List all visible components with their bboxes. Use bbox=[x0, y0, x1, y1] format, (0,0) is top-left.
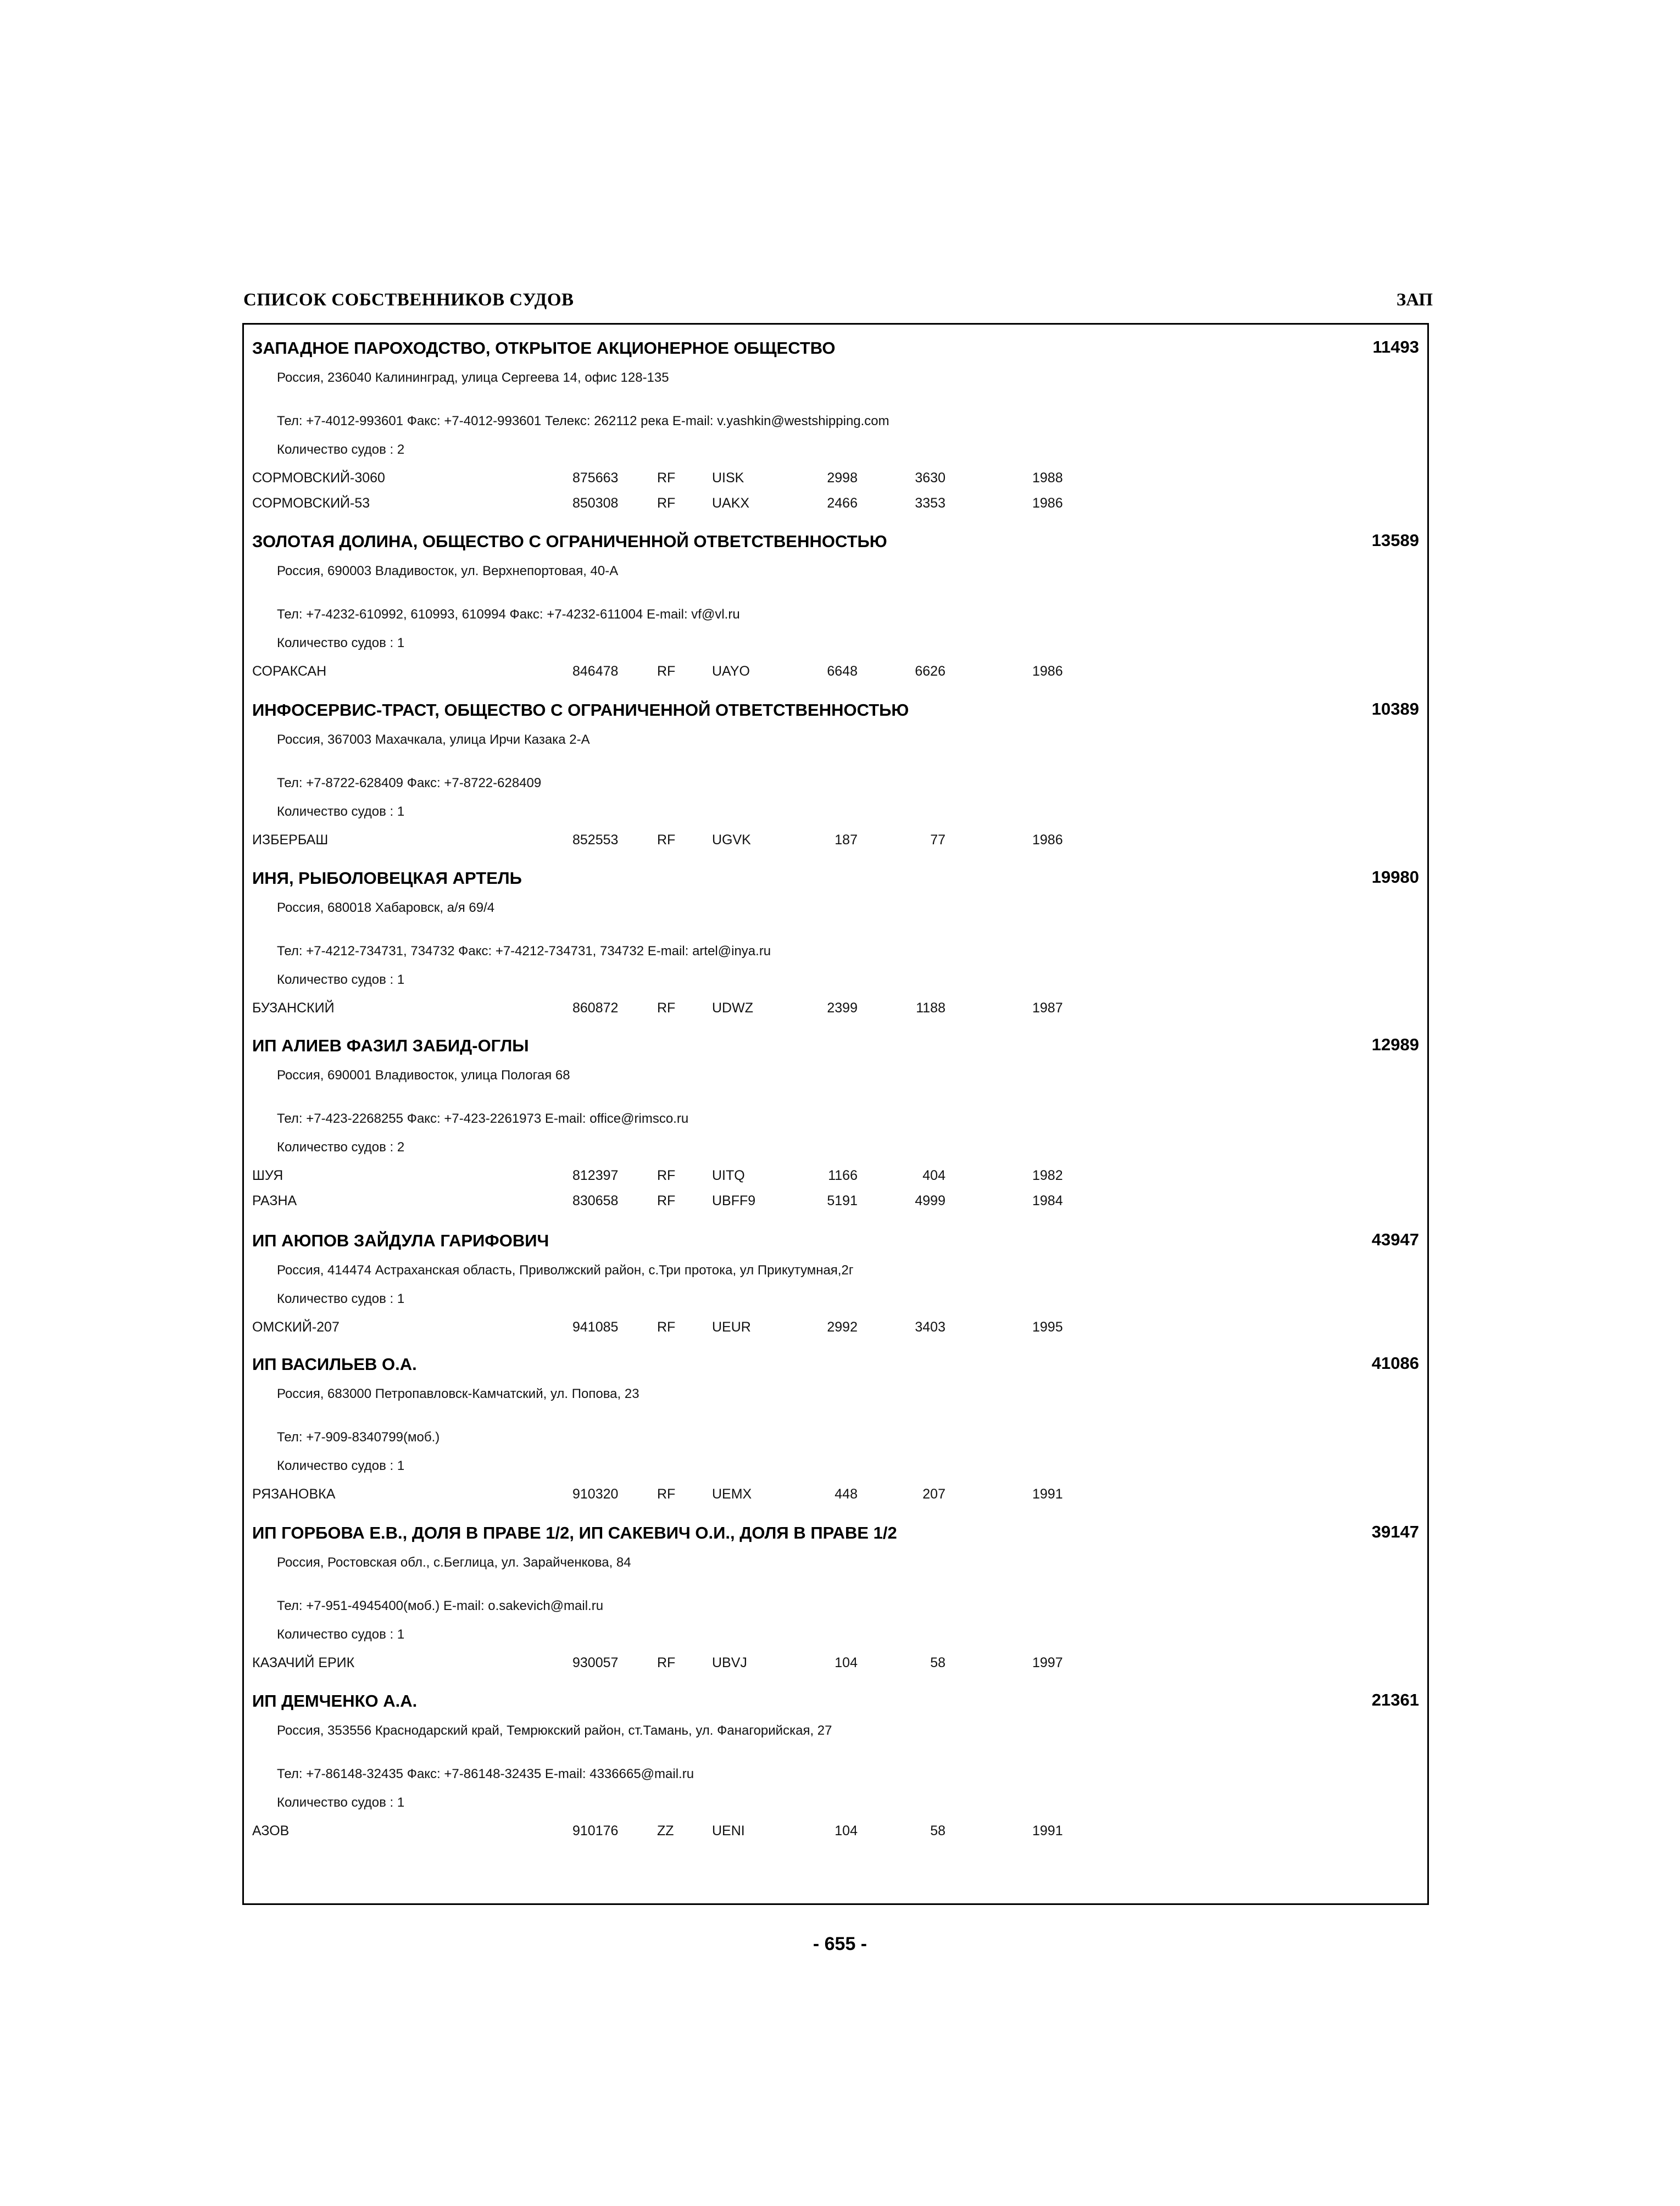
vessel-call-sign: UBVJ bbox=[712, 1655, 747, 1670]
vessel-deadweight: 6626 bbox=[915, 664, 945, 679]
vessel-name: ШУЯ bbox=[252, 1168, 283, 1183]
vessel-name: КАЗАЧИЙ ЕРИК bbox=[252, 1655, 355, 1670]
owner-contacts: Тел: +7-423-2268255 Факс: +7-423-2261973 E-mail: office@rimsco.ru bbox=[277, 1111, 689, 1126]
owner-contacts: Тел: +7-951-4945400(моб.) E-mail: o.sakevich@mail.ru bbox=[277, 1598, 604, 1613]
vessel-flag: ZZ bbox=[657, 1823, 674, 1839]
vessel-gross-tonnage: 1166 bbox=[828, 1168, 858, 1183]
page-number: - 655 - bbox=[813, 1934, 867, 1954]
owner-address: Россия, 367003 Махачкала, улица Ирчи Казака 2-А bbox=[277, 732, 590, 747]
vessel-flag: RF bbox=[657, 1655, 676, 1670]
vessel-row bbox=[244, 1168, 1427, 1184]
vessel-count: Количество судов : 2 bbox=[277, 1140, 405, 1155]
vessel-deadweight: 3630 bbox=[915, 470, 945, 486]
vessel-flag: RF bbox=[657, 1193, 676, 1208]
owner-id: 12989 bbox=[1371, 1035, 1419, 1054]
vessel-name: БУЗАНСКИЙ bbox=[252, 1000, 335, 1016]
vessel-build-year: 1982 bbox=[1032, 1168, 1063, 1183]
owner-address: Россия, Ростовская обл., с.Беглица, ул. Зарайченкова, 84 bbox=[277, 1555, 631, 1570]
owner-id: 19980 bbox=[1371, 867, 1419, 887]
vessel-row bbox=[244, 495, 1427, 512]
owner-name: ИП ГОРБОВА Е.В., ДОЛЯ В ПРАВЕ 1/2, ИП САКЕВИЧ О.И., ДОЛЯ В ПРАВЕ 1/2 bbox=[252, 1523, 897, 1542]
vessel-deadweight: 404 bbox=[922, 1168, 945, 1183]
vessel-call-sign: UDWZ bbox=[712, 1000, 753, 1016]
vessel-deadweight: 58 bbox=[930, 1655, 945, 1670]
vessel-number: 910176 bbox=[572, 1823, 619, 1839]
vessel-deadweight: 77 bbox=[930, 832, 945, 848]
vessel-call-sign: UAYO bbox=[712, 664, 750, 679]
vessel-build-year: 1997 bbox=[1032, 1655, 1063, 1670]
owner-id: 10389 bbox=[1371, 699, 1419, 718]
owner-name: ИНЯ, РЫБОЛОВЕЦКАЯ АРТЕЛЬ bbox=[252, 868, 522, 888]
owner-id: 39147 bbox=[1371, 1522, 1419, 1541]
vessel-flag: RF bbox=[657, 1000, 676, 1016]
vessel-count: Количество судов : 1 bbox=[277, 636, 405, 650]
vessel-build-year: 1988 bbox=[1032, 470, 1063, 486]
vessel-deadweight: 4999 bbox=[915, 1193, 945, 1208]
vessel-build-year: 1986 bbox=[1032, 495, 1063, 511]
page-header bbox=[243, 290, 1433, 314]
vessel-gross-tonnage: 187 bbox=[835, 832, 858, 848]
vessel-name: РЯЗАНОВКА bbox=[252, 1486, 336, 1502]
vessel-row bbox=[244, 664, 1427, 680]
vessel-flag: RF bbox=[657, 832, 676, 848]
vessel-gross-tonnage: 104 bbox=[835, 1655, 858, 1670]
vessel-call-sign: UEMX bbox=[712, 1486, 752, 1502]
vessel-call-sign: UITQ bbox=[712, 1168, 745, 1183]
owner-address: Россия, 683000 Петропавловск-Камчатский, ул. Попова, 23 bbox=[277, 1386, 639, 1401]
vessel-gross-tonnage: 2992 bbox=[827, 1319, 858, 1335]
owner-name: ИП ДЕМЧЕНКО А.А. bbox=[252, 1691, 418, 1711]
vessel-number: 850308 bbox=[572, 495, 619, 511]
vessel-number: 860872 bbox=[572, 1000, 619, 1016]
vessel-name: РАЗНА bbox=[252, 1193, 297, 1208]
owner-name: ИП ВАСИЛЬЕВ О.А. bbox=[252, 1355, 417, 1374]
vessel-name: СОРМОВСКИЙ-3060 bbox=[252, 470, 385, 486]
vessel-build-year: 1991 bbox=[1032, 1486, 1063, 1502]
vessel-flag: RF bbox=[657, 495, 676, 511]
vessel-call-sign: UAKX bbox=[712, 495, 750, 511]
vessel-build-year: 1987 bbox=[1032, 1000, 1063, 1016]
document-title: СПИСОК СОБСТВЕННИКОВ СУДОВ bbox=[243, 290, 574, 310]
vessel-name: АЗОВ bbox=[252, 1823, 290, 1839]
vessel-flag: RF bbox=[657, 1319, 676, 1335]
vessel-deadweight: 207 bbox=[922, 1486, 945, 1502]
vessel-number: 875663 bbox=[572, 470, 619, 486]
owner-name: ЗОЛОТАЯ ДОЛИНА, ОБЩЕСТВО С ОГРАНИЧЕННОЙ ОТВЕТСТВЕННОСТЬЮ bbox=[252, 532, 887, 551]
vessel-row bbox=[244, 1655, 1427, 1672]
vessel-count: Количество судов : 1 bbox=[277, 972, 405, 987]
vessel-name: СОРМОВСКИЙ-53 bbox=[252, 495, 370, 511]
vessel-number: 941085 bbox=[572, 1319, 619, 1335]
owner-id: 13589 bbox=[1371, 531, 1419, 550]
vessel-row bbox=[244, 470, 1427, 487]
owner-address: Россия, 236040 Калининград, улица Сергеева 14, офис 128-135 bbox=[277, 370, 669, 385]
owner-contacts: Тел: +7-86148-32435 Факс: +7-86148-32435 E-mail: 4336665@mail.ru bbox=[277, 1767, 694, 1781]
vessel-call-sign: UGVK bbox=[712, 832, 751, 848]
owner-address: Россия, 690003 Владивосток, ул. Верхнепортовая, 40-А bbox=[277, 564, 619, 578]
vessel-name: ИЗБЕРБАШ bbox=[252, 832, 329, 848]
vessel-gross-tonnage: 6648 bbox=[827, 664, 858, 679]
vessel-call-sign: UEUR bbox=[712, 1319, 751, 1335]
vessel-gross-tonnage: 5191 bbox=[827, 1193, 858, 1208]
vessel-deadweight: 58 bbox=[930, 1823, 945, 1839]
vessel-flag: RF bbox=[657, 1486, 676, 1502]
vessel-build-year: 1986 bbox=[1032, 832, 1063, 848]
vessel-count: Количество судов : 1 bbox=[277, 1795, 405, 1810]
vessel-flag: RF bbox=[657, 470, 676, 486]
vessel-build-year: 1995 bbox=[1032, 1319, 1063, 1335]
owner-id: 21361 bbox=[1371, 1690, 1419, 1709]
vessel-number: 846478 bbox=[572, 664, 619, 679]
owner-id: 43947 bbox=[1371, 1230, 1419, 1249]
vessel-row bbox=[244, 1823, 1427, 1840]
vessel-name: СОРАКСАН bbox=[252, 664, 327, 679]
vessel-number: 852553 bbox=[572, 832, 619, 848]
vessel-call-sign: UBFF9 bbox=[712, 1193, 756, 1208]
section-code: ЗАП bbox=[1396, 290, 1433, 310]
owner-name: ИНФОСЕРВИС-ТРАСТ, ОБЩЕСТВО С ОГРАНИЧЕННОЙ ОТВЕТСТВЕННОСТЬЮ bbox=[252, 700, 909, 720]
owner-contacts: Тел: +7-4012-993601 Факс: +7-4012-993601 Телекс: 262112 река E-mail: v.yashkin@westshipping.com bbox=[277, 414, 889, 428]
owners-list-frame bbox=[242, 323, 1429, 1905]
vessel-count: Количество судов : 1 bbox=[277, 1291, 405, 1306]
vessel-deadweight: 3403 bbox=[915, 1319, 945, 1335]
vessel-deadweight: 3353 bbox=[915, 495, 945, 511]
owner-name: ИП АЛИЕВ ФАЗИЛ ЗАБИД-ОГЛЫ bbox=[252, 1036, 529, 1055]
vessel-number: 910320 bbox=[572, 1486, 619, 1502]
vessel-number: 930057 bbox=[572, 1655, 619, 1670]
owner-contacts: Тел: +7-8722-628409 Факс: +7-8722-628409 bbox=[277, 776, 542, 790]
owner-name: ЗАПАДНОЕ ПАРОХОДСТВО, ОТКРЫТОЕ АКЦИОНЕРНОЕ ОБЩЕСТВО bbox=[252, 338, 836, 358]
owner-address: Россия, 690001 Владивосток, улица Пологая 68 bbox=[277, 1068, 570, 1083]
vessel-row bbox=[244, 1319, 1427, 1336]
owner-address: Россия, 353556 Краснодарский край, Темрюкский район, ст.Тамань, ул. Фанагорийская, 27 bbox=[277, 1723, 832, 1738]
owner-id: 11493 bbox=[1372, 337, 1419, 356]
owner-address: Россия, 680018 Хабаровск, а/я 69/4 bbox=[277, 900, 495, 915]
vessel-gross-tonnage: 2998 bbox=[827, 470, 858, 486]
vessel-row bbox=[244, 1193, 1427, 1210]
vessel-count: Количество судов : 1 bbox=[277, 804, 405, 819]
vessel-gross-tonnage: 2399 bbox=[827, 1000, 858, 1016]
vessel-build-year: 1984 bbox=[1032, 1193, 1063, 1208]
vessel-deadweight: 1188 bbox=[916, 1000, 945, 1016]
vessel-gross-tonnage: 104 bbox=[835, 1823, 858, 1839]
owner-contacts: Тел: +7-909-8340799(моб.) bbox=[277, 1430, 440, 1445]
vessel-gross-tonnage: 2466 bbox=[827, 495, 858, 511]
owner-contacts: Тел: +7-4232-610992, 610993, 610994 Факс: +7-4232-611004 E-mail: vf@vl.ru bbox=[277, 607, 740, 622]
owner-id: 41086 bbox=[1371, 1353, 1419, 1373]
owner-name: ИП АЮПОВ ЗАЙДУЛА ГАРИФОВИЧ bbox=[252, 1231, 549, 1250]
vessel-row bbox=[244, 1000, 1427, 1017]
owner-contacts: Тел: +7-4212-734731, 734732 Факс: +7-4212-734731, 734732 E-mail: artel@inya.ru bbox=[277, 944, 771, 959]
vessel-build-year: 1991 bbox=[1032, 1823, 1063, 1839]
owner-address: Россия, 414474 Астраханская область, Приволжский район, с.Три протока, ул Прикутумная,2г bbox=[277, 1263, 854, 1278]
vessel-name: ОМСКИЙ-207 bbox=[252, 1319, 340, 1335]
vessel-flag: RF bbox=[657, 1168, 676, 1183]
vessel-call-sign: UENI bbox=[712, 1823, 745, 1839]
vessel-count: Количество судов : 1 bbox=[277, 1458, 405, 1473]
vessel-count: Количество судов : 2 bbox=[277, 442, 405, 457]
vessel-row bbox=[244, 832, 1427, 849]
vessel-number: 830658 bbox=[572, 1193, 619, 1208]
vessel-call-sign: UISK bbox=[712, 470, 744, 486]
vessel-build-year: 1986 bbox=[1032, 664, 1063, 679]
vessel-flag: RF bbox=[657, 664, 676, 679]
vessel-count: Количество судов : 1 bbox=[277, 1627, 405, 1642]
vessel-row bbox=[244, 1486, 1427, 1503]
vessel-gross-tonnage: 448 bbox=[835, 1486, 858, 1502]
vessel-number: 812397 bbox=[572, 1168, 619, 1183]
